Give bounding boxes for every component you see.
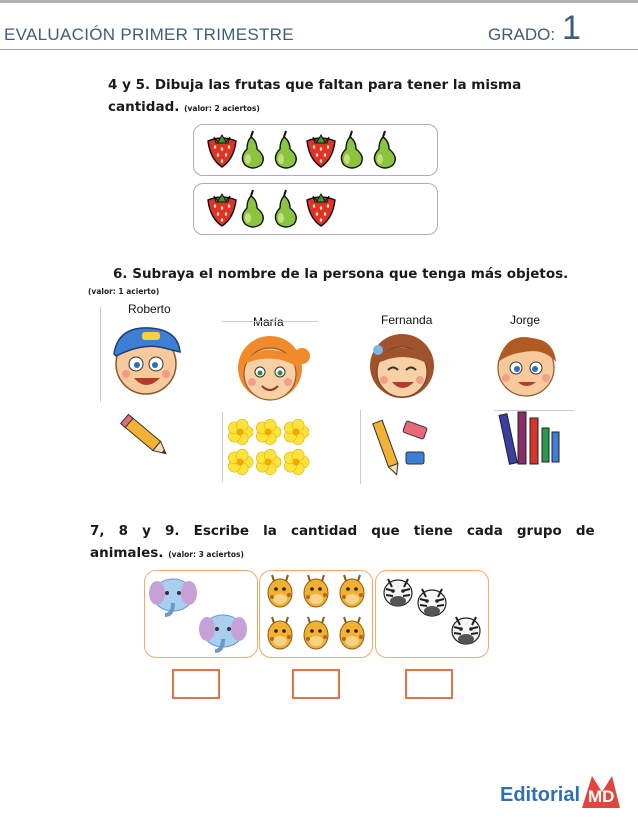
logo-mark-icon [578,770,624,814]
flower-icon [228,419,253,444]
school-supplies-icon [370,412,442,478]
frame-line-fernanda [360,410,361,484]
frame-line-maria [222,412,223,482]
fruit-box-answer[interactable] [193,183,438,235]
question-7-8-9 [90,520,595,566]
kid-face-roberto-icon [104,318,188,398]
grade-label: GRADO: [488,25,556,44]
question-7-8-9-line1: 7, 8 y 9. Escribe la cantidad que tiene cada grupo de [90,523,595,539]
animal-box-elephants [144,570,258,658]
giraffe-icon [340,575,364,607]
animal-box-giraffes [259,570,373,658]
logo-text: Editorial [500,784,581,806]
question-4-5-value: (valor: 2 aciertos) [184,104,260,113]
person-name-fernanda[interactable]: Fernanda [381,313,433,327]
pear-icon [242,131,263,168]
giraffe-icon [268,575,292,607]
zebra-icon [452,617,480,644]
person-name-roberto[interactable]: Roberto [128,302,171,316]
pear-icon [374,131,395,168]
kid-face-jorge-icon [484,326,568,402]
flower-icon [256,449,281,474]
flower-icon [284,449,309,474]
answer-box-zebras[interactable] [405,669,453,699]
question-7-8-9-line2-wrap [90,542,560,566]
logo-mark-text: MD [588,787,615,806]
fruit-row-model [194,125,437,175]
fruit-row-answer [194,184,437,234]
question-4-5-line2: cantidad. [108,99,180,115]
giraffes-icon [260,571,372,657]
pencil-icon [118,412,174,462]
pear-icon [341,131,362,168]
question-7-8-9-value: (valor: 3 aciertos) [168,550,244,559]
question-7-8-9-line2: animales. [90,545,164,561]
question-6-value: (valor: 1 acierto) [88,287,160,296]
person-name-jorge[interactable]: Jorge [510,313,541,327]
zebra-icon [384,579,412,606]
flower-icon [256,419,281,444]
giraffe-icon [340,617,364,649]
strawberry-icon [307,135,335,167]
question-6-title: 6. Subraya el nombre de la persona que tenga más objetos. [113,266,569,282]
answer-box-elephants[interactable] [172,669,220,699]
fruit-box-model [193,124,438,176]
page-title: EVALUACIÓN PRIMER TRIMESTRE [4,25,294,44]
giraffe-icon [304,575,328,607]
pear-icon [275,131,296,168]
pear-icon [242,190,263,227]
page-header [0,0,638,50]
answer-box-giraffes[interactable] [292,669,340,699]
kid-face-maria-icon [228,328,312,404]
giraffe-icon [304,617,328,649]
strawberry-icon [307,194,335,226]
frame-line-roberto [100,307,101,402]
zebras-icon [376,571,488,657]
question-4-5-line1: 4 y 5. Dibuja las frutas que faltan para tener la misma [108,77,522,93]
elephants-icon [145,571,257,657]
pear-icon [275,190,296,227]
name-rule-maria [222,321,318,322]
question-4-5-line2-wrap [108,96,521,120]
flower-icon [284,419,309,444]
editorial-md-logo [500,768,630,818]
zebra-icon [418,589,446,616]
kid-face-fernanda-icon [360,324,444,400]
colored-pencils-icon [498,408,568,470]
person-name-maria[interactable]: María [253,315,284,329]
grade-value: 1 [562,9,581,47]
giraffe-icon [268,617,292,649]
animal-box-zebras [375,570,489,658]
flower-icon [228,449,253,474]
flowers-icon [224,418,314,478]
strawberry-icon [208,194,236,226]
question-4-5 [108,74,521,120]
strawberry-icon [208,135,236,167]
